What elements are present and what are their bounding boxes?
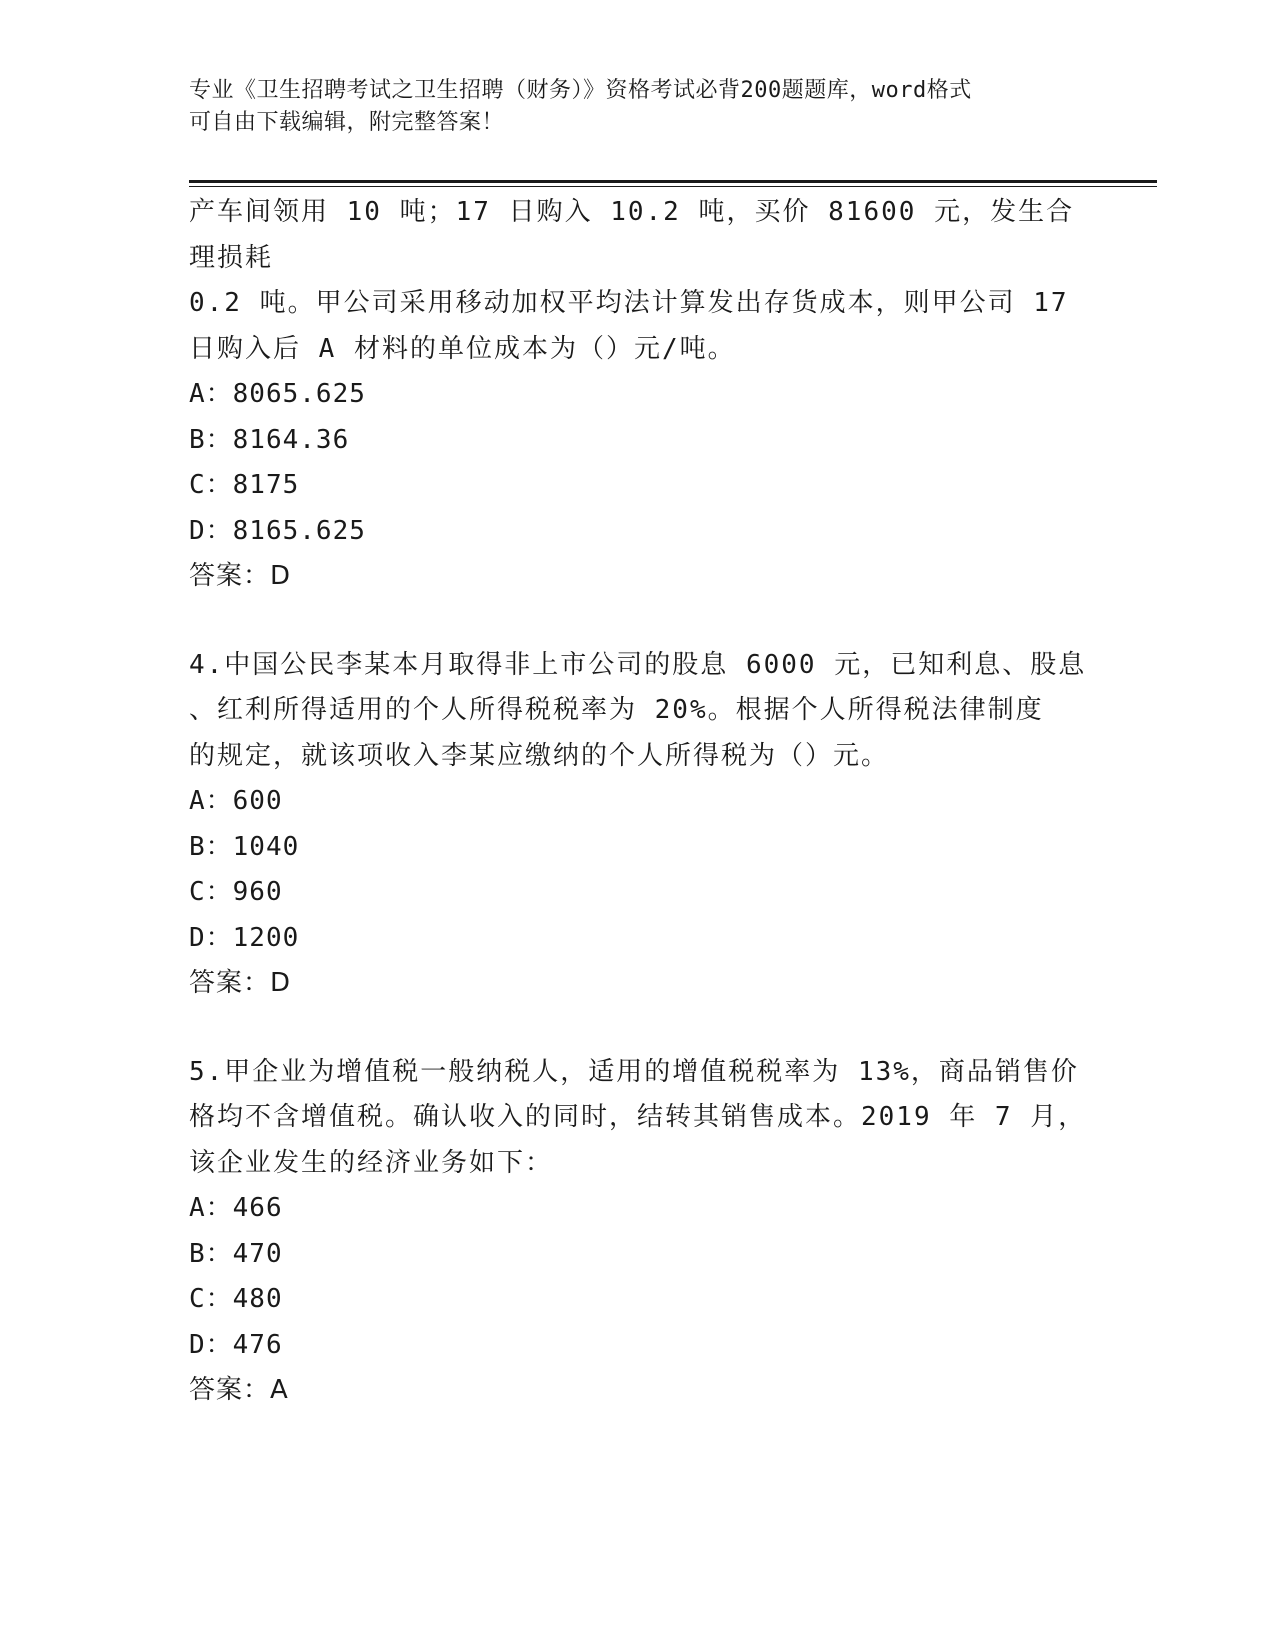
answer-line: 答案：A xyxy=(189,1375,289,1405)
header-line-1: 专业《卫生招聘考试之卫生招聘（财务）》资格考试必背200题题库，word格式 xyxy=(189,78,972,103)
option-c: C：8175 xyxy=(189,470,300,500)
question-stem-line: 的规定，就该项收入李某应缴纳的个人所得税为（）元。 xyxy=(189,740,890,771)
option-d: D：1200 xyxy=(189,922,300,953)
question-3 xyxy=(189,190,1089,600)
option-b: B：1040 xyxy=(189,831,300,862)
option-b: B：8164.36 xyxy=(189,424,350,455)
question-list xyxy=(189,190,1089,1414)
header-divider-thin xyxy=(189,186,1157,187)
question-stem-line: 4.中国公民李某本月取得非上市公司的股息 6000 元，已知利息、股息 xyxy=(189,649,1087,680)
option-c: C：480 xyxy=(189,1284,283,1314)
answer-line: 答案：D xyxy=(189,561,292,591)
question-stem-line: 产车间领用 10 吨；17 日购入 10.2 吨，买价 81600 元，发生合理损耗 xyxy=(189,197,1075,273)
question-stem-line: 格均不含增值税。确认收入的同时，结转其销售成本。2019 年 7 月， xyxy=(189,1102,1087,1132)
question-stem-line: 日购入后 A 材料的单位成本为（）元/吨。 xyxy=(189,333,736,364)
header-divider-thick xyxy=(189,180,1157,183)
option-d: D：8165.625 xyxy=(189,515,366,546)
option-d: D：476 xyxy=(189,1329,283,1360)
question-5 xyxy=(189,1050,1089,1414)
question-spacer xyxy=(189,600,1089,643)
question-4 xyxy=(189,643,1089,1007)
question-stem-line: 、红利所得适用的个人所得税税率为 20%。根据个人所得税法律制度 xyxy=(189,695,1044,725)
header-line-2: 可自由下载编辑，附完整答案！ xyxy=(189,110,505,135)
answer-line: 答案：D xyxy=(189,968,292,998)
question-stem-line: 5.甲企业为增值税一般纳税人，适用的增值税税率为 13%，商品销售价 xyxy=(189,1056,1079,1087)
option-a: A：8065.625 xyxy=(189,379,366,409)
option-a: A：600 xyxy=(189,786,283,816)
option-b: B：470 xyxy=(189,1238,283,1269)
question-stem-line: 0.2 吨。甲公司采用移动加权平均法计算发出存货成本，则甲公司 17 xyxy=(189,288,1069,318)
question-stem-line: 该企业发生的经济业务如下： xyxy=(189,1147,554,1178)
document-header xyxy=(189,75,1069,139)
option-a: A：466 xyxy=(189,1193,283,1223)
option-c: C：960 xyxy=(189,877,283,907)
question-spacer xyxy=(189,1007,1089,1050)
